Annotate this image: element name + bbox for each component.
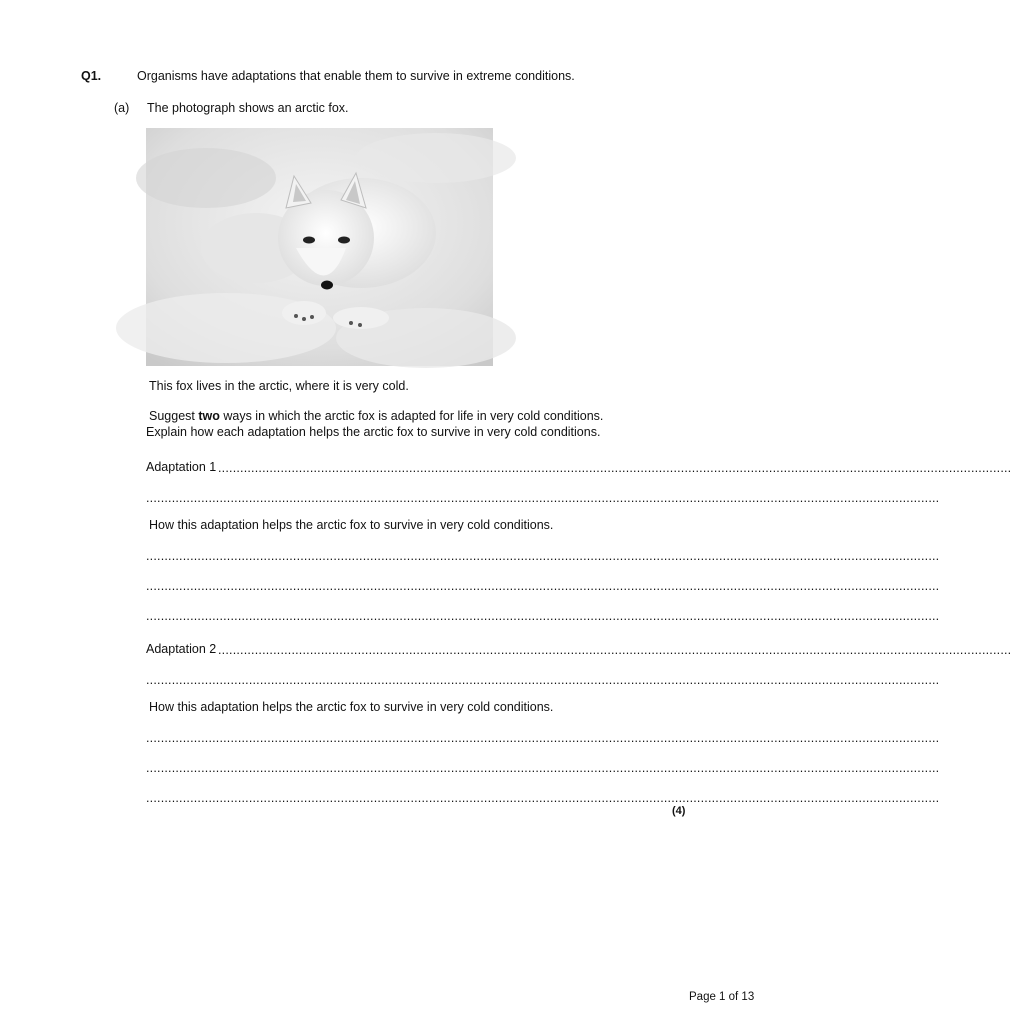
adaptation-2-answer-line[interactable]: ........................................................................................................................................................................................................................ (218, 643, 1011, 657)
part-label: (a) (114, 101, 130, 115)
instruction-suggest (149, 409, 603, 424)
suggest-prefix: Suggest (149, 409, 199, 423)
how-1-answer-line-3[interactable]: ........................................................................................................................................................................................................................ (146, 609, 940, 623)
question-number: Q1. (81, 69, 102, 83)
question-intro: Organisms have adaptations that enable them to survive in extreme conditions. (137, 69, 575, 83)
how-1-answer-line-2[interactable]: ........................................................................................................................................................................................................................ (146, 579, 940, 593)
how-2-answer-line-2[interactable]: ........................................................................................................................................................................................................................ (146, 761, 940, 775)
arctic-fox-photo (146, 128, 493, 366)
adaptation-1-answer-line[interactable]: ........................................................................................................................................................................................................................ (218, 461, 1011, 475)
page-number: Page 1 of 13 (689, 991, 755, 1003)
adaptation-2-label: Adaptation 2 (146, 642, 217, 656)
context-text: This fox lives in the arctic, where it is very cold. (149, 379, 409, 393)
adaptation-1-answer-line-2[interactable]: ........................................................................................................................................................................................................................ (146, 491, 940, 505)
how-prompt-2: How this adaptation helps the arctic fox to survive in very cold conditions. (149, 700, 554, 714)
suggest-suffix: ways in which the arctic fox is adapted for life in very cold conditions. (219, 409, 604, 423)
adaptation-1-label: Adaptation 1 (146, 460, 217, 474)
marks-badge: (4) (672, 805, 686, 817)
photo-caption: The photograph shows an arctic fox. (147, 101, 349, 115)
suggest-emphasis: two (198, 409, 220, 423)
adaptation-2-answer-line-2[interactable]: ........................................................................................................................................................................................................................ (146, 673, 940, 687)
how-2-answer-line-1[interactable]: ........................................................................................................................................................................................................................ (146, 731, 940, 745)
how-1-answer-line-1[interactable]: ........................................................................................................................................................................................................................ (146, 549, 940, 563)
how-prompt-1: How this adaptation helps the arctic fox to survive in very cold conditions. (149, 518, 554, 532)
how-2-answer-line-3[interactable]: ........................................................................................................................................................................................................................ (146, 791, 940, 805)
instruction-explain: Explain how each adaptation helps the arctic fox to survive in very cold conditions. (146, 425, 601, 439)
